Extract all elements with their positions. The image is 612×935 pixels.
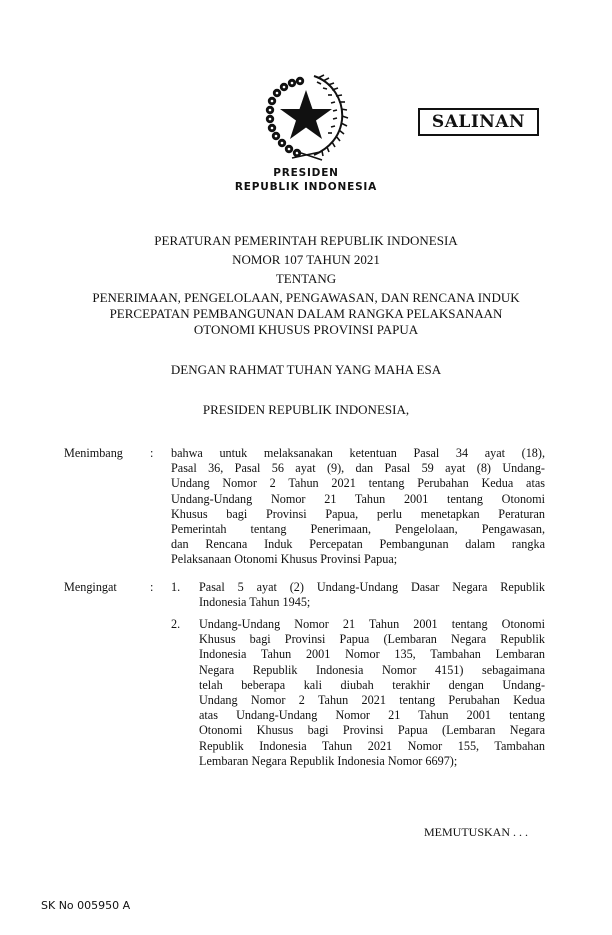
menimbang-colon: : [150,446,154,460]
regulation-number: NOMOR 107 TAHUN 2021 [232,252,380,267]
mengingat-label: Mengingat [64,580,117,594]
mengingat-colon: : [150,580,154,594]
regulation-heading [0,233,612,338]
tentang-label: TENTANG [275,271,337,286]
mengingat-item-2-text: Undang-Undang Nomor 21 Tahun 2001 tentang Otonomi Khusus bagi Provinsi Papua (Lembaran Negara Republik Indonesia Tahun 2001 Nomor 135, Tambahan Lembaran Negara Republik Indonesia Nomor 4151) sebagaimana telah beberapa kali diubah terakhir dengan Undang- Undang Nomor 2 Tahun 2021 tentang Perubahan Kedua atas Undang-Undang Nomor 21 Tahun 2001 tentang Otonomi Khusus bagi Provinsi Papua (Lembaran Negara Republik Indonesia Tahun 2021 Nomor 155, Tambahan Lembaran Negara Republik Indonesia Nomor 6697); [199,617,545,768]
menimbang-label: Menimbang [64,446,123,460]
regulation-subject-line-3: OTONOMI KHUSUS PROVINSI PAPUA [193,322,419,337]
salinan-label: SALINAN [431,112,526,132]
document-serial-number: SK No 005950 A [41,899,131,912]
regulation-subject-line-2: PERCEPATAN PEMBANGUNAN DALAM RANGKA PELAKSANAAN [109,306,503,321]
menimbang-text: bahwa untuk melaksanakan ketentuan Pasal 34 ayat (18), Pasal 36, Pasal 56 ayat (9), dan Pasal 59 ayat (8) Undang- Undang Nomor 2 Tahun 2021 tentang Perubahan Kedua atas Undang-Undang Nomor 21 Tahun 2001 tentang Otonomi Khusus bagi Provinsi Papua, perlu menetapkan Peraturan Pemerintah tentang Penerimaan, Pengelolaan, Pengawasan, dan Rencana Induk Percepatan Pembangunan dalam rangka Pelaksanaan Otonomi Khusus Provinsi Papua; [171,446,545,567]
authority-line: PRESIDEN REPUBLIK INDONESIA, [202,402,410,417]
presidential-seal-star-icon [262,72,350,162]
institution-line-2: REPUBLIK INDONESIA [234,181,378,193]
continuation-marker: MEMUTUSKAN . . . [424,825,529,839]
salinan-stamp [418,108,539,136]
regulation-type: PERATURAN PEMERINTAH REPUBLIK INDONESIA [154,233,458,248]
mengingat-item-2-number: 2. [171,617,181,631]
regulation-subject-line-1: PENERIMAAN, PENGELOLAAN, PENGAWASAN, DAN RENCANA INDUK [92,290,520,305]
mengingat-item-1-text: Pasal 5 ayat (2) Undang-Undang Dasar Negara Republik Indonesia Tahun 1945; [199,580,545,610]
mengingat-item-1-number: 1. [171,580,181,594]
letterhead-institution [0,166,612,194]
invocation: DENGAN RAHMAT TUHAN YANG MAHA ESA [170,362,442,377]
institution-line-1: PRESIDEN [273,167,339,179]
